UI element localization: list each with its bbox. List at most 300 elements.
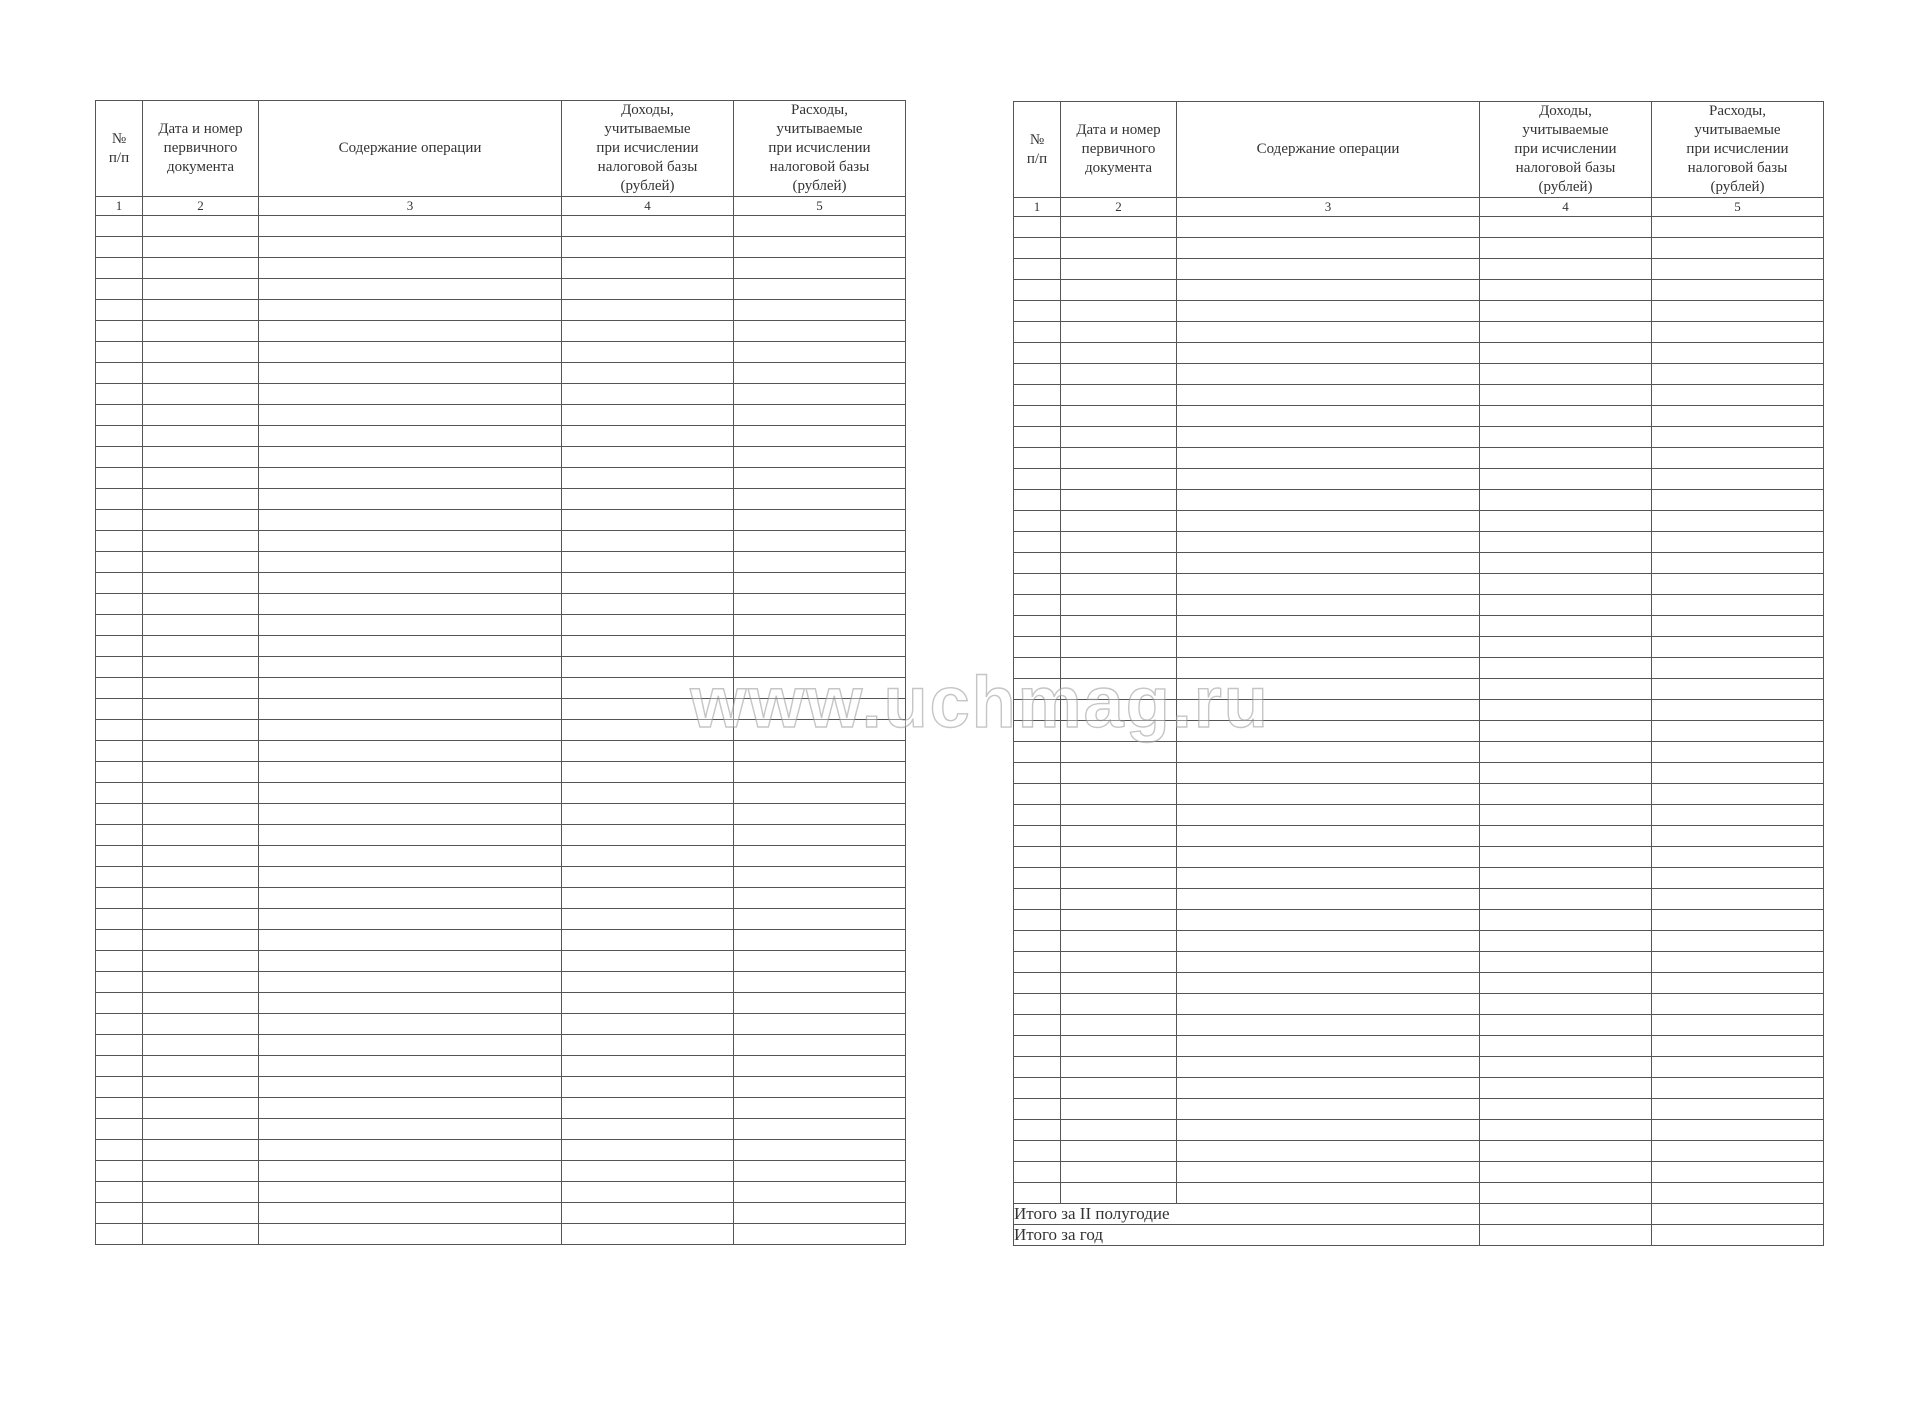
income-cell[interactable]	[1480, 910, 1652, 931]
operation-cell[interactable]	[259, 489, 562, 510]
document-cell[interactable]	[143, 909, 259, 930]
income-cell[interactable]	[562, 1119, 734, 1140]
income-cell[interactable]	[562, 1182, 734, 1203]
document-cell[interactable]	[1061, 280, 1177, 301]
document-cell[interactable]	[1061, 1141, 1177, 1162]
document-cell[interactable]	[1061, 469, 1177, 490]
expenses-cell[interactable]	[1652, 889, 1824, 910]
expenses-cell[interactable]	[1652, 427, 1824, 448]
document-cell[interactable]	[1061, 700, 1177, 721]
expenses-cell[interactable]	[734, 1119, 906, 1140]
operation-cell[interactable]	[259, 951, 562, 972]
income-cell[interactable]	[562, 1224, 734, 1245]
document-cell[interactable]	[143, 951, 259, 972]
number-cell[interactable]	[1014, 238, 1061, 259]
document-cell[interactable]	[143, 237, 259, 258]
document-cell[interactable]	[143, 552, 259, 573]
number-cell[interactable]	[96, 909, 143, 930]
number-cell[interactable]	[1014, 574, 1061, 595]
document-cell[interactable]	[143, 279, 259, 300]
document-cell[interactable]	[1061, 553, 1177, 574]
income-cell[interactable]	[1480, 343, 1652, 364]
income-cell[interactable]	[562, 930, 734, 951]
expenses-cell[interactable]	[1652, 1099, 1824, 1120]
expenses-cell[interactable]	[1652, 259, 1824, 280]
operation-cell[interactable]	[1177, 1078, 1480, 1099]
expenses-cell[interactable]	[1652, 322, 1824, 343]
operation-cell[interactable]	[1177, 280, 1480, 301]
document-cell[interactable]	[1061, 952, 1177, 973]
operation-cell[interactable]	[259, 993, 562, 1014]
operation-cell[interactable]	[259, 300, 562, 321]
number-cell[interactable]	[96, 384, 143, 405]
expenses-cell[interactable]	[1652, 679, 1824, 700]
number-cell[interactable]	[96, 489, 143, 510]
expenses-cell[interactable]	[734, 762, 906, 783]
operation-cell[interactable]	[259, 678, 562, 699]
income-cell[interactable]	[562, 1056, 734, 1077]
number-cell[interactable]	[96, 1035, 143, 1056]
operation-cell[interactable]	[259, 1014, 562, 1035]
operation-cell[interactable]	[259, 1056, 562, 1077]
document-cell[interactable]	[143, 594, 259, 615]
number-cell[interactable]	[96, 1140, 143, 1161]
income-cell[interactable]	[562, 279, 734, 300]
expenses-cell[interactable]	[1652, 616, 1824, 637]
expenses-cell[interactable]	[1652, 511, 1824, 532]
income-cell[interactable]	[562, 1098, 734, 1119]
operation-cell[interactable]	[259, 720, 562, 741]
expenses-cell[interactable]	[1652, 574, 1824, 595]
expenses-cell[interactable]	[734, 1056, 906, 1077]
operation-cell[interactable]	[1177, 1141, 1480, 1162]
operation-cell[interactable]	[259, 1161, 562, 1182]
expenses-cell[interactable]	[1652, 1162, 1824, 1183]
operation-cell[interactable]	[259, 972, 562, 993]
expenses-cell[interactable]	[1652, 1141, 1824, 1162]
income-cell[interactable]	[1480, 826, 1652, 847]
document-cell[interactable]	[1061, 322, 1177, 343]
number-cell[interactable]	[96, 1119, 143, 1140]
income-cell[interactable]	[562, 531, 734, 552]
operation-cell[interactable]	[259, 762, 562, 783]
expenses-cell[interactable]	[1652, 364, 1824, 385]
document-cell[interactable]	[143, 468, 259, 489]
operation-cell[interactable]	[1177, 889, 1480, 910]
expenses-cell[interactable]	[1652, 595, 1824, 616]
operation-cell[interactable]	[259, 531, 562, 552]
operation-cell[interactable]	[1177, 322, 1480, 343]
document-cell[interactable]	[1061, 427, 1177, 448]
operation-cell[interactable]	[1177, 784, 1480, 805]
number-cell[interactable]	[1014, 721, 1061, 742]
document-cell[interactable]	[1061, 658, 1177, 679]
operation-cell[interactable]	[259, 699, 562, 720]
income-cell[interactable]	[1480, 1099, 1652, 1120]
expenses-cell[interactable]	[734, 846, 906, 867]
operation-cell[interactable]	[1177, 511, 1480, 532]
operation-cell[interactable]	[259, 468, 562, 489]
income-cell[interactable]	[562, 573, 734, 594]
document-cell[interactable]	[143, 1098, 259, 1119]
expenses-cell[interactable]	[1652, 1015, 1824, 1036]
income-cell[interactable]	[562, 615, 734, 636]
expenses-cell[interactable]	[734, 468, 906, 489]
expenses-cell[interactable]	[1652, 343, 1824, 364]
document-cell[interactable]	[1061, 910, 1177, 931]
number-cell[interactable]	[1014, 700, 1061, 721]
expenses-cell[interactable]	[1652, 448, 1824, 469]
income-cell[interactable]	[1480, 427, 1652, 448]
number-cell[interactable]	[1014, 658, 1061, 679]
document-cell[interactable]	[1061, 595, 1177, 616]
income-cell[interactable]	[1480, 574, 1652, 595]
total-year-income-cell[interactable]	[1480, 1225, 1652, 1246]
expenses-cell[interactable]	[734, 384, 906, 405]
number-cell[interactable]	[96, 762, 143, 783]
number-cell[interactable]	[96, 468, 143, 489]
expenses-cell[interactable]	[1652, 385, 1824, 406]
operation-cell[interactable]	[259, 909, 562, 930]
operation-cell[interactable]	[259, 888, 562, 909]
number-cell[interactable]	[96, 1077, 143, 1098]
number-cell[interactable]	[96, 552, 143, 573]
document-cell[interactable]	[143, 741, 259, 762]
expenses-cell[interactable]	[1652, 910, 1824, 931]
income-cell[interactable]	[1480, 259, 1652, 280]
number-cell[interactable]	[1014, 280, 1061, 301]
income-cell[interactable]	[1480, 1036, 1652, 1057]
income-cell[interactable]	[1480, 364, 1652, 385]
number-cell[interactable]	[1014, 679, 1061, 700]
income-cell[interactable]	[562, 888, 734, 909]
number-cell[interactable]	[1014, 868, 1061, 889]
document-cell[interactable]	[143, 342, 259, 363]
operation-cell[interactable]	[259, 573, 562, 594]
income-cell[interactable]	[1480, 1057, 1652, 1078]
number-cell[interactable]	[96, 594, 143, 615]
expenses-cell[interactable]	[734, 1203, 906, 1224]
number-cell[interactable]	[96, 741, 143, 762]
income-cell[interactable]	[1480, 217, 1652, 238]
number-cell[interactable]	[96, 1182, 143, 1203]
income-cell[interactable]	[562, 300, 734, 321]
income-cell[interactable]	[1480, 301, 1652, 322]
income-cell[interactable]	[562, 426, 734, 447]
operation-cell[interactable]	[259, 363, 562, 384]
expenses-cell[interactable]	[734, 1182, 906, 1203]
operation-cell[interactable]	[259, 783, 562, 804]
number-cell[interactable]	[1014, 448, 1061, 469]
income-cell[interactable]	[1480, 721, 1652, 742]
income-cell[interactable]	[1480, 595, 1652, 616]
operation-cell[interactable]	[259, 342, 562, 363]
expenses-cell[interactable]	[734, 888, 906, 909]
income-cell[interactable]	[562, 510, 734, 531]
document-cell[interactable]	[1061, 742, 1177, 763]
operation-cell[interactable]	[259, 237, 562, 258]
income-cell[interactable]	[1480, 511, 1652, 532]
expenses-cell[interactable]	[734, 825, 906, 846]
number-cell[interactable]	[96, 783, 143, 804]
expenses-cell[interactable]	[734, 678, 906, 699]
operation-cell[interactable]	[1177, 574, 1480, 595]
number-cell[interactable]	[96, 300, 143, 321]
expenses-cell[interactable]	[734, 867, 906, 888]
number-cell[interactable]	[96, 321, 143, 342]
document-cell[interactable]	[143, 762, 259, 783]
operation-cell[interactable]	[259, 216, 562, 237]
number-cell[interactable]	[1014, 1162, 1061, 1183]
operation-cell[interactable]	[259, 405, 562, 426]
income-cell[interactable]	[1480, 553, 1652, 574]
number-cell[interactable]	[1014, 763, 1061, 784]
document-cell[interactable]	[143, 300, 259, 321]
expenses-cell[interactable]	[734, 279, 906, 300]
operation-cell[interactable]	[1177, 1057, 1480, 1078]
document-cell[interactable]	[1061, 490, 1177, 511]
number-cell[interactable]	[1014, 343, 1061, 364]
document-cell[interactable]	[143, 363, 259, 384]
number-cell[interactable]	[1014, 1141, 1061, 1162]
operation-cell[interactable]	[1177, 532, 1480, 553]
expenses-cell[interactable]	[1652, 994, 1824, 1015]
document-cell[interactable]	[143, 1161, 259, 1182]
income-cell[interactable]	[1480, 322, 1652, 343]
operation-cell[interactable]	[1177, 448, 1480, 469]
document-cell[interactable]	[1061, 343, 1177, 364]
document-cell[interactable]	[1061, 805, 1177, 826]
income-cell[interactable]	[562, 846, 734, 867]
operation-cell[interactable]	[1177, 616, 1480, 637]
operation-cell[interactable]	[259, 930, 562, 951]
number-cell[interactable]	[96, 951, 143, 972]
document-cell[interactable]	[1061, 763, 1177, 784]
income-cell[interactable]	[562, 972, 734, 993]
income-cell[interactable]	[562, 951, 734, 972]
income-cell[interactable]	[562, 804, 734, 825]
operation-cell[interactable]	[1177, 973, 1480, 994]
operation-cell[interactable]	[259, 1182, 562, 1203]
income-cell[interactable]	[562, 594, 734, 615]
income-cell[interactable]	[1480, 1120, 1652, 1141]
income-cell[interactable]	[1480, 784, 1652, 805]
income-cell[interactable]	[562, 1077, 734, 1098]
income-cell[interactable]	[562, 489, 734, 510]
number-cell[interactable]	[1014, 1036, 1061, 1057]
operation-cell[interactable]	[1177, 1036, 1480, 1057]
operation-cell[interactable]	[1177, 553, 1480, 574]
expenses-cell[interactable]	[1652, 742, 1824, 763]
number-cell[interactable]	[1014, 616, 1061, 637]
income-cell[interactable]	[562, 321, 734, 342]
number-cell[interactable]	[96, 258, 143, 279]
number-cell[interactable]	[1014, 805, 1061, 826]
document-cell[interactable]	[143, 867, 259, 888]
number-cell[interactable]	[96, 405, 143, 426]
expenses-cell[interactable]	[1652, 280, 1824, 301]
expenses-cell[interactable]	[1652, 553, 1824, 574]
income-cell[interactable]	[562, 216, 734, 237]
number-cell[interactable]	[1014, 952, 1061, 973]
document-cell[interactable]	[1061, 679, 1177, 700]
number-cell[interactable]	[1014, 931, 1061, 952]
expenses-cell[interactable]	[734, 426, 906, 447]
expenses-cell[interactable]	[1652, 847, 1824, 868]
income-cell[interactable]	[1480, 973, 1652, 994]
document-cell[interactable]	[143, 1182, 259, 1203]
document-cell[interactable]	[143, 1077, 259, 1098]
number-cell[interactable]	[96, 1014, 143, 1035]
expenses-cell[interactable]	[1652, 532, 1824, 553]
document-cell[interactable]	[143, 1014, 259, 1035]
number-cell[interactable]	[96, 1098, 143, 1119]
number-cell[interactable]	[96, 1056, 143, 1077]
number-cell[interactable]	[96, 930, 143, 951]
number-cell[interactable]	[96, 279, 143, 300]
operation-cell[interactable]	[259, 825, 562, 846]
expenses-cell[interactable]	[734, 783, 906, 804]
expenses-cell[interactable]	[734, 363, 906, 384]
document-cell[interactable]	[1061, 511, 1177, 532]
number-cell[interactable]	[96, 510, 143, 531]
document-cell[interactable]	[1061, 259, 1177, 280]
income-cell[interactable]	[1480, 931, 1652, 952]
income-cell[interactable]	[562, 699, 734, 720]
income-cell[interactable]	[1480, 1015, 1652, 1036]
income-cell[interactable]	[562, 384, 734, 405]
income-cell[interactable]	[562, 447, 734, 468]
number-cell[interactable]	[1014, 1120, 1061, 1141]
expenses-cell[interactable]	[1652, 658, 1824, 679]
document-cell[interactable]	[1061, 784, 1177, 805]
expenses-cell[interactable]	[1652, 301, 1824, 322]
operation-cell[interactable]	[1177, 721, 1480, 742]
document-cell[interactable]	[143, 1224, 259, 1245]
number-cell[interactable]	[96, 216, 143, 237]
operation-cell[interactable]	[259, 321, 562, 342]
operation-cell[interactable]	[259, 594, 562, 615]
document-cell[interactable]	[1061, 238, 1177, 259]
income-cell[interactable]	[562, 468, 734, 489]
expenses-cell[interactable]	[1652, 1036, 1824, 1057]
document-cell[interactable]	[143, 720, 259, 741]
operation-cell[interactable]	[259, 867, 562, 888]
expenses-cell[interactable]	[734, 300, 906, 321]
document-cell[interactable]	[1061, 1162, 1177, 1183]
income-cell[interactable]	[1480, 742, 1652, 763]
expenses-cell[interactable]	[1652, 784, 1824, 805]
expenses-cell[interactable]	[734, 720, 906, 741]
number-cell[interactable]	[96, 573, 143, 594]
total-year-expenses-cell[interactable]	[1652, 1225, 1824, 1246]
expenses-cell[interactable]	[1652, 1120, 1824, 1141]
income-cell[interactable]	[562, 405, 734, 426]
income-cell[interactable]	[562, 762, 734, 783]
operation-cell[interactable]	[259, 1140, 562, 1161]
expenses-cell[interactable]	[1652, 700, 1824, 721]
income-cell[interactable]	[1480, 679, 1652, 700]
document-cell[interactable]	[143, 573, 259, 594]
expenses-cell[interactable]	[734, 615, 906, 636]
expenses-cell[interactable]	[734, 489, 906, 510]
operation-cell[interactable]	[1177, 490, 1480, 511]
number-cell[interactable]	[1014, 322, 1061, 343]
operation-cell[interactable]	[259, 1077, 562, 1098]
expenses-cell[interactable]	[734, 741, 906, 762]
operation-cell[interactable]	[1177, 994, 1480, 1015]
income-cell[interactable]	[1480, 1162, 1652, 1183]
operation-cell[interactable]	[1177, 427, 1480, 448]
expenses-cell[interactable]	[734, 342, 906, 363]
document-cell[interactable]	[1061, 217, 1177, 238]
document-cell[interactable]	[1061, 448, 1177, 469]
document-cell[interactable]	[143, 258, 259, 279]
expenses-cell[interactable]	[1652, 406, 1824, 427]
document-cell[interactable]	[143, 846, 259, 867]
document-cell[interactable]	[1061, 931, 1177, 952]
document-cell[interactable]	[1061, 616, 1177, 637]
document-cell[interactable]	[1061, 826, 1177, 847]
number-cell[interactable]	[96, 699, 143, 720]
expenses-cell[interactable]	[1652, 952, 1824, 973]
number-cell[interactable]	[1014, 259, 1061, 280]
document-cell[interactable]	[143, 699, 259, 720]
document-cell[interactable]	[1061, 721, 1177, 742]
number-cell[interactable]	[96, 531, 143, 552]
expenses-cell[interactable]	[1652, 1057, 1824, 1078]
operation-cell[interactable]	[1177, 637, 1480, 658]
income-cell[interactable]	[1480, 805, 1652, 826]
operation-cell[interactable]	[1177, 1162, 1480, 1183]
expenses-cell[interactable]	[1652, 1183, 1824, 1204]
number-cell[interactable]	[96, 363, 143, 384]
document-cell[interactable]	[1061, 1057, 1177, 1078]
expenses-cell[interactable]	[734, 594, 906, 615]
expenses-cell[interactable]	[734, 573, 906, 594]
operation-cell[interactable]	[259, 384, 562, 405]
income-cell[interactable]	[562, 237, 734, 258]
number-cell[interactable]	[96, 888, 143, 909]
number-cell[interactable]	[1014, 595, 1061, 616]
expenses-cell[interactable]	[734, 951, 906, 972]
income-cell[interactable]	[562, 867, 734, 888]
income-cell[interactable]	[562, 678, 734, 699]
document-cell[interactable]	[143, 615, 259, 636]
document-cell[interactable]	[1061, 994, 1177, 1015]
income-cell[interactable]	[562, 657, 734, 678]
operation-cell[interactable]	[1177, 259, 1480, 280]
income-cell[interactable]	[1480, 847, 1652, 868]
expenses-cell[interactable]	[1652, 805, 1824, 826]
document-cell[interactable]	[143, 216, 259, 237]
document-cell[interactable]	[143, 1056, 259, 1077]
number-cell[interactable]	[1014, 1057, 1061, 1078]
income-cell[interactable]	[562, 363, 734, 384]
income-cell[interactable]	[562, 1203, 734, 1224]
operation-cell[interactable]	[1177, 385, 1480, 406]
operation-cell[interactable]	[1177, 805, 1480, 826]
document-cell[interactable]	[1061, 868, 1177, 889]
operation-cell[interactable]	[259, 1119, 562, 1140]
number-cell[interactable]	[1014, 742, 1061, 763]
document-cell[interactable]	[143, 405, 259, 426]
income-cell[interactable]	[562, 1014, 734, 1035]
expenses-cell[interactable]	[734, 1098, 906, 1119]
operation-cell[interactable]	[1177, 406, 1480, 427]
document-cell[interactable]	[1061, 1036, 1177, 1057]
operation-cell[interactable]	[1177, 700, 1480, 721]
